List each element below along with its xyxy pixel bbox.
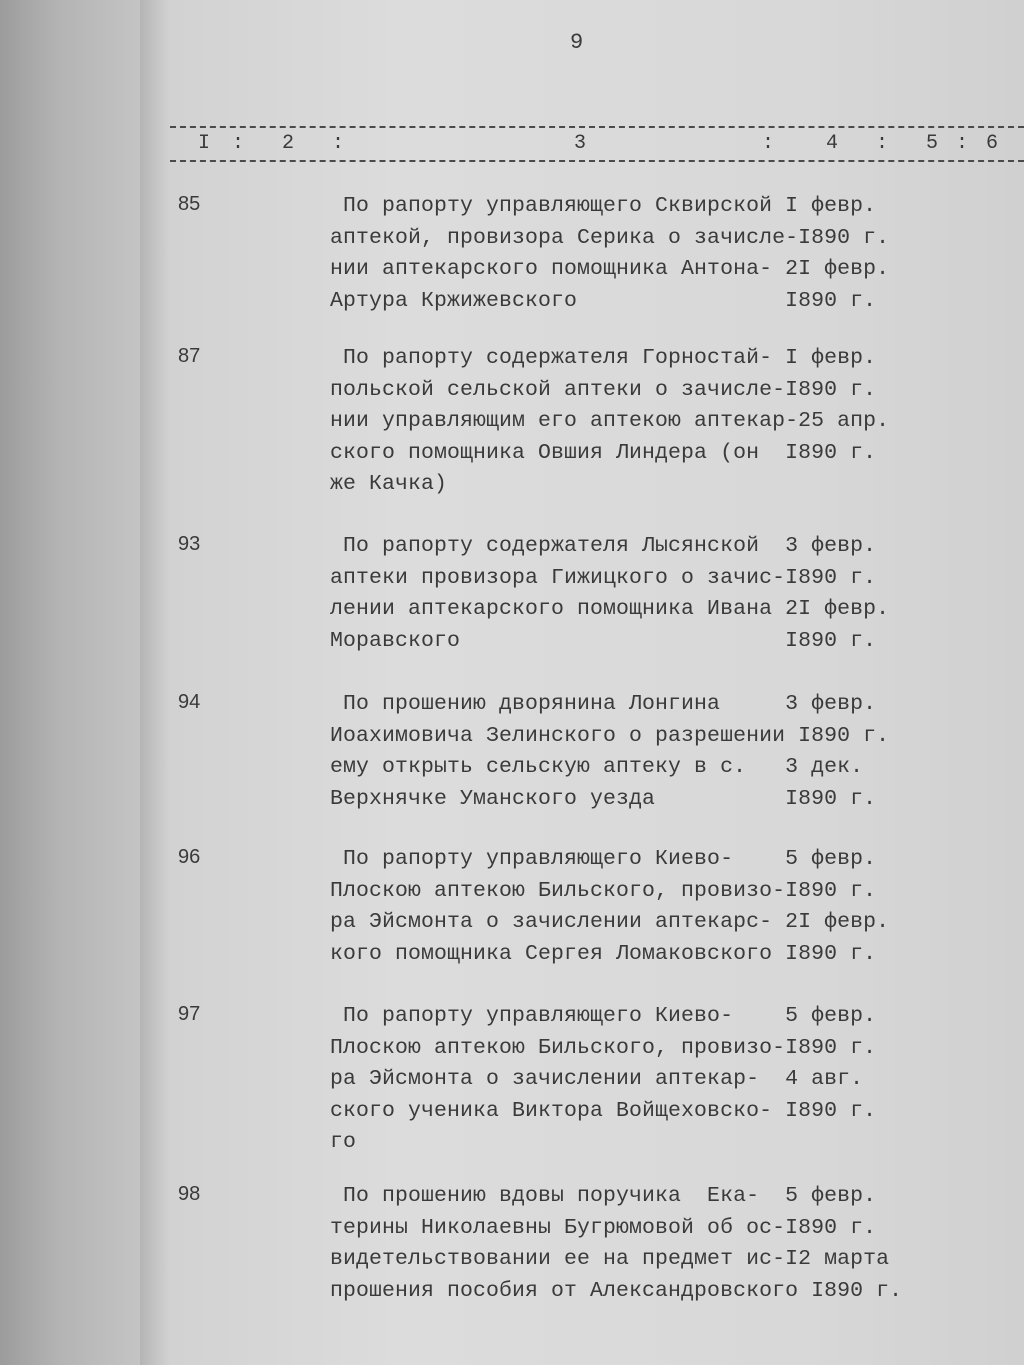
entry-line: нии управляющим его аптекою аптекар-25 апр. — [330, 409, 890, 433]
entry-text — [330, 844, 889, 970]
header-col-6: 6 — [986, 132, 999, 155]
entry-number: 87 — [178, 345, 201, 367]
entry-line: ему открыть сельскую аптеку в с. 3 дек. — [330, 755, 864, 779]
table-header — [190, 132, 1010, 158]
entry-line: ра Эйсмонта о зачислении аптекарс- 2I февр. — [330, 910, 890, 934]
entry-text — [330, 1001, 876, 1159]
entry-line: ского помощника Овшия Линдера (он I890 г. — [330, 440, 877, 465]
entry-line: аптекой, провизора Серика о зачисле-I890 г. — [330, 225, 890, 250]
entry-number: 94 — [178, 691, 201, 713]
page-fold-shadow — [140, 0, 170, 1365]
entry-line: ра Эйсмонта о зачислении аптекар- 4 авг. — [330, 1067, 864, 1091]
header-sep: : — [956, 132, 969, 155]
entry-number: 98 — [178, 1183, 201, 1205]
entry-line: Артура Кржижевского I890 г. — [330, 288, 877, 313]
header-col-1: I — [198, 132, 211, 155]
entry-number: 93 — [178, 533, 201, 555]
header-col-3: 3 — [574, 132, 587, 155]
entry-number: 97 — [178, 1003, 201, 1025]
entry-text — [330, 191, 889, 317]
page-number: 9 — [570, 30, 584, 55]
entry-line: Плоскою аптекою Бильского, провизо-I890 г. — [330, 1035, 877, 1060]
entry-text — [330, 343, 889, 501]
entry-line: По рапорту управляющего Сквирской I февр. — [330, 194, 877, 218]
entry-text — [330, 1181, 902, 1307]
entry-line: По рапорту содержателя Лысянской 3 февр. — [330, 534, 877, 558]
header-sep: : — [232, 132, 245, 155]
entry-line: Моравского I890 г. — [330, 628, 877, 653]
entry-text — [330, 531, 889, 657]
entry-line: По рапорту содержателя Горностай- I февр. — [330, 346, 877, 370]
header-bottom-rule — [170, 160, 1024, 162]
entry-line: Плоскою аптекою Бильского, провизо-I890 г. — [330, 878, 877, 903]
entry-line: видетельствовании ее на предмет ис-I2 марта — [330, 1247, 890, 1271]
entry-line: ского ученика Виктора Войщеховско- I890 г. — [330, 1098, 877, 1123]
header-col-2: 2 — [282, 132, 295, 155]
entry-line: го — [330, 1130, 357, 1154]
entry-line: лении аптекарского помощника Ивана 2I февр. — [330, 597, 890, 621]
entry-line: По рапорту управляющего Киево- 5 февр. — [330, 1004, 877, 1028]
entry-line: Иоахимовича Зелинского о разрешении I890 г. — [330, 723, 890, 748]
entry-text — [330, 689, 889, 815]
header-sep: : — [762, 132, 775, 155]
entry-line: Верхнячке Уманского уезда I890 г. — [330, 786, 877, 811]
entry-line: терины Николаевны Бугрюмовой об ос-I890 г. — [330, 1215, 877, 1240]
header-sep: : — [332, 132, 345, 155]
entry-line: прошения пособия от Александровского I890 г. — [330, 1278, 903, 1303]
header-top-rule — [170, 126, 1024, 128]
entry-line: По рапорту управляющего Киево- 5 февр. — [330, 847, 877, 871]
header-col-5: 5 — [926, 132, 939, 155]
entry-line: кого помощника Сергея Ломаковского I890 г. — [330, 941, 877, 966]
entry-number: 85 — [178, 193, 201, 215]
entry-line: По прошению дворянина Лонгина 3 февр. — [330, 692, 877, 716]
entry-line: польской сельской аптеки о зачисле-I890 г. — [330, 377, 877, 402]
entry-line: нии аптекарского помощника Антона- 2I февр. — [330, 257, 890, 281]
entry-line: По прошению вдовы поручика Ека- 5 февр. — [330, 1184, 877, 1208]
header-sep: : — [876, 132, 889, 155]
header-col-4: 4 — [826, 132, 839, 155]
entry-number: 96 — [178, 846, 201, 868]
entry-line: же Качка) — [330, 472, 448, 496]
entry-line: аптеки провизора Гижицкого о зачис-I890 г. — [330, 565, 877, 590]
